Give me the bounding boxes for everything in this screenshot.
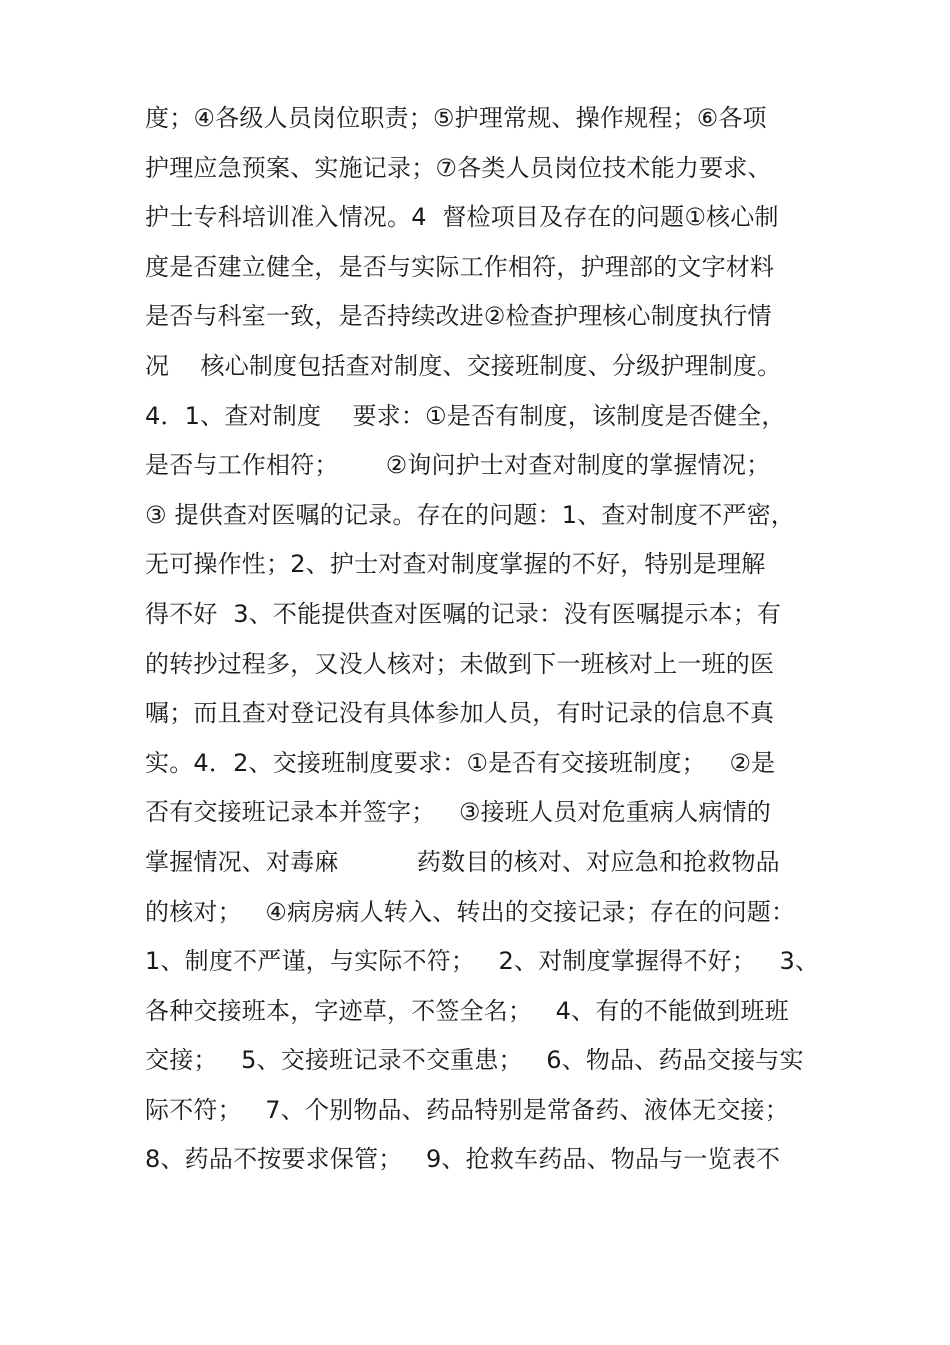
text-line: 交接； 5、交接班记录不交重患； 6、物品、药品交接与实	[145, 1046, 804, 1075]
text-line: 1、制度不严谨，与实际不符； 2、对制度掌握得不好； 3、	[145, 947, 820, 976]
text-line: 护士专科培训准入情况。4 督检项目及存在的问题①核心制	[145, 203, 779, 232]
text-line: 各种交接班本，字迹草，不签全名； 4、有的不能做到班班	[145, 996, 789, 1025]
text-line: 8、药品不按要求保管； 9、抢救车药品、物品与一览表不	[145, 1145, 781, 1174]
text-line: 的转抄过程多，又没人核对；未做到下一班核对上一班的医	[145, 649, 775, 678]
text-line: 是否与科室一致，是否持续改进②检查护理核心制度执行情	[145, 302, 772, 331]
text-line: 际不符； 7、个别物品、药品特别是常备药、液体无交接；	[145, 1095, 789, 1124]
text-line: 度是否建立健全，是否与实际工作相符，护理部的文字材料	[145, 252, 775, 281]
text-line: 否有交接班记录本并签字； ③接班人员对危重病人病情的	[145, 798, 772, 827]
text-line: ③ 提供查对医嘱的记录。存在的问题：1、查对制度不严密，	[145, 500, 796, 529]
text-line: 况 核心制度包括查对制度、交接班制度、分级护理制度。	[145, 351, 782, 380]
body-text	[145, 94, 845, 1185]
text-line: 是否与工作相符； ②询问护士对查对制度的掌握情况；	[145, 451, 771, 480]
text-line: 嘱；而且查对登记没有具体参加人员，有时记录的信息不真	[145, 699, 775, 728]
text-line: 护理应急预案、实施记录；⑦各类人员岗位技术能力要求、	[145, 153, 772, 182]
text-line: 度；④各级人员岗位职责；⑤护理常规、操作规程；⑥各项	[145, 104, 767, 132]
text-line: 实。4．2、交接班制度要求：①是否有交接班制度； ②是	[145, 748, 776, 777]
text-line: 无可操作性；2、护士对查对制度掌握的不好，特别是理解	[145, 550, 766, 579]
text-line: 得不好 3、不能提供查对医嘱的记录：没有医嘱提示本；有	[145, 599, 782, 628]
text-line: 掌握情况、对毒麻 药数目的核对、对应急和抢救物品	[145, 847, 780, 876]
text-line: 的核对； ④病房病人转入、转出的交接记录；存在的问题：	[145, 897, 796, 926]
text-line: 4．1、查对制度 要求：①是否有制度，该制度是否健全，	[145, 401, 786, 430]
